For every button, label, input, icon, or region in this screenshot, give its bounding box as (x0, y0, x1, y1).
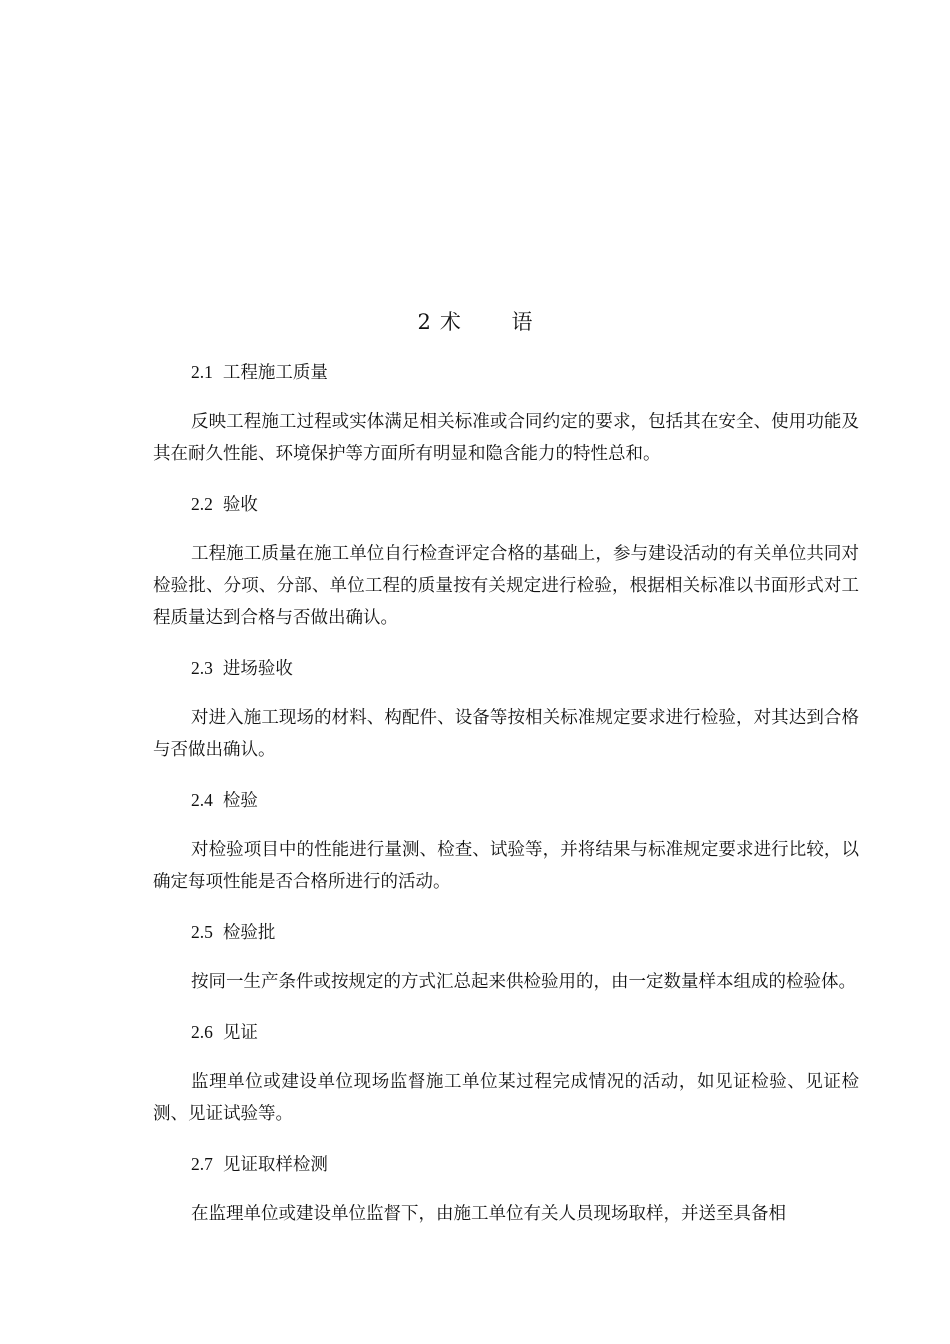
section-number: 2.1 (191, 362, 213, 382)
section-definition-2-4: 对检验项目中的性能进行量测、检查、试验等，并将结果与标准规定要求进行比较，以确定每项性能是否合格所进行的活动。 (153, 840, 859, 892)
section-definition-2-2: 工程施工质量在施工单位自行检查评定合格的基础上，参与建设活动的有关单位共同对检验批、分项、分部、单位工程的质量按有关规定进行检验，根据相关标准以书面形式对工程质量达到合格与否做出确认。 (153, 544, 859, 628)
section-term: 工程施工质量 (222, 363, 328, 383)
section-definition-2-1: 反映工程施工过程或实体满足相关标准或合同约定的要求，包括其在安全、使用功能及其在耐久性能、环境保护等方面所有明显和隐含能力的特性总和。 (153, 412, 859, 464)
section-term: 见证 (222, 1023, 258, 1043)
section-definition-2-3: 对进入施工现场的材料、构配件、设备等按相关标准规定要求进行检验，对其达到合格与否做出确认。 (153, 708, 859, 760)
section-term: 检验 (222, 791, 258, 811)
section-heading-2-6 (153, 1016, 859, 1048)
section-heading-2-1 (153, 356, 859, 388)
section-term: 进场验收 (222, 659, 293, 679)
section-term: 验收 (222, 495, 258, 515)
section-heading-2-5 (153, 916, 859, 948)
section-number: 2.4 (191, 790, 213, 810)
chapter-number: 2 (417, 310, 432, 334)
section-heading-2-2 (153, 488, 859, 520)
chapter-content (153, 356, 859, 1248)
section-definition-2-7: 在监理单位或建设单位监督下，由施工单位有关人员现场取样，并送至具备相 (191, 1204, 786, 1224)
section-number: 2.6 (191, 1022, 213, 1042)
section-heading-2-3 (153, 652, 859, 684)
section-number: 2.2 (191, 494, 213, 514)
section-number: 2.3 (191, 658, 213, 678)
section-definition-2-6: 监理单位或建设单位现场监督施工单位某过程完成情况的活动，如见证检验、见证检测、见证试验等。 (153, 1072, 859, 1124)
section-term: 见证取样检测 (222, 1155, 328, 1175)
section-definition-2-5: 按同一生产条件或按规定的方式汇总起来供检验用的，由一定数量样本组成的检验体。 (191, 972, 856, 992)
section-heading-2-7 (153, 1148, 859, 1180)
section-number: 2.5 (191, 922, 213, 942)
chapter-name: 术 语 (439, 310, 555, 334)
section-number: 2.7 (191, 1154, 213, 1174)
section-heading-2-4 (153, 784, 859, 816)
section-term: 检验批 (222, 923, 276, 943)
chapter-title (0, 306, 950, 336)
